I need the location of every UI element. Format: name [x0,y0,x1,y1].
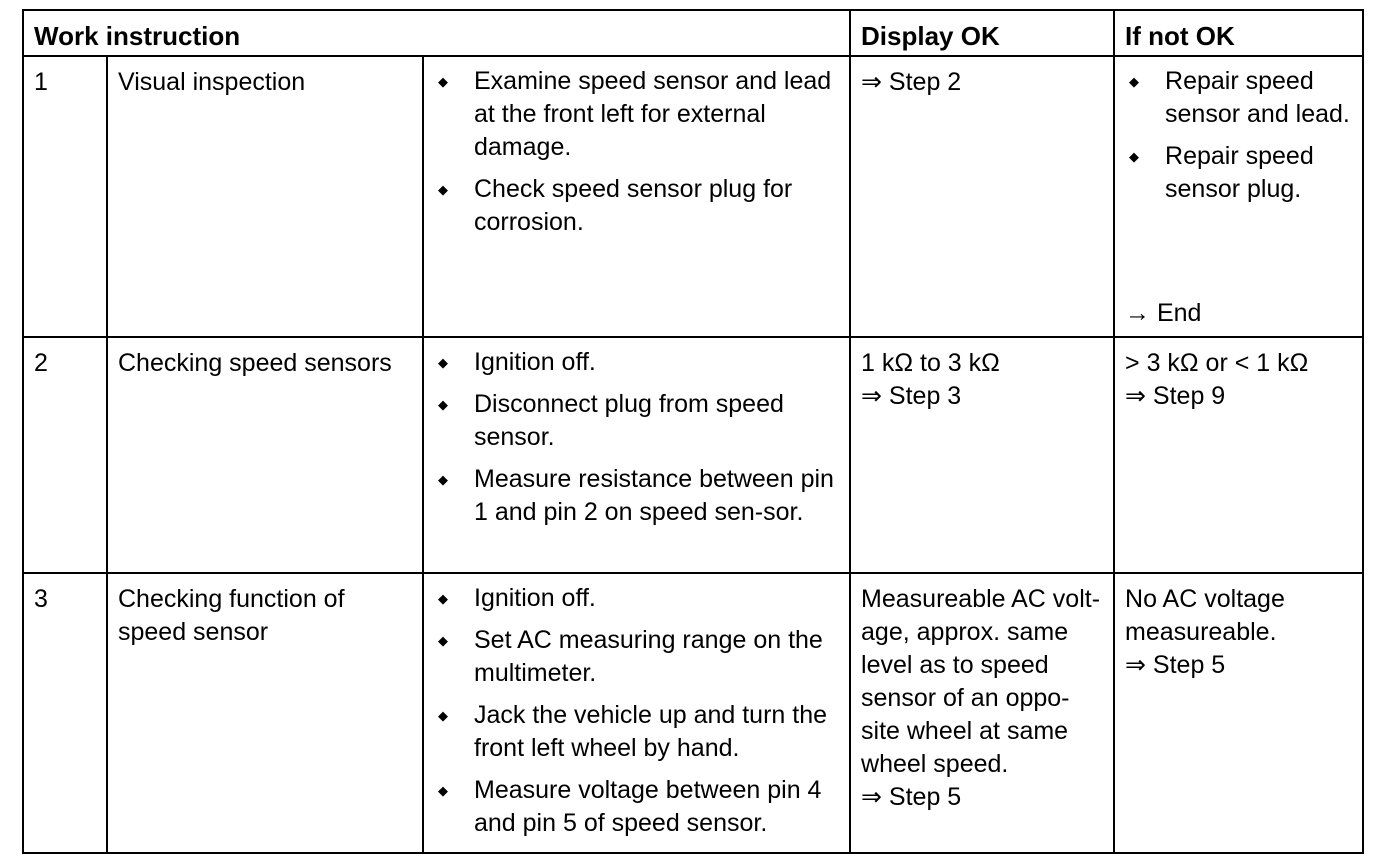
step-number: 3 [34,585,48,613]
display-ok-line: 1 kΩ to 3 kΩ [861,349,1000,377]
if-not-ok-cell [1114,56,1363,337]
if-not-ok-text [1115,338,1362,413]
step-title: Visual inspection [118,68,306,96]
list-item: ◆ Disconnect plug from speed sensor. [438,388,841,454]
display-ok-text [851,574,1113,814]
step-title-cell [107,56,423,337]
step-title: Checking speed sensors [118,349,392,377]
list-item: ◆ Check speed sensor plug for corrosion. [438,173,841,239]
display-ok-text [851,338,1113,413]
step-instructions-cell [423,56,850,337]
display-ok-line: Measureable AC volt-age, approx. same level as to speed sensor of an oppo-site wheel at same wheel speed. [861,585,1101,778]
work-instruction-table [22,9,1364,854]
list-item: ◆ Repair speed sensor plug. [1129,140,1354,206]
if-not-ok-line: ⇒ Step 9 [1125,382,1226,410]
step-number-cell [23,56,107,337]
display-ok-cell [850,337,1114,573]
step-title: Checking function of speed sensor [118,585,345,646]
if-not-ok-text [1115,574,1362,682]
step-instructions-cell [423,337,850,573]
display-ok-line: ⇒ Step 2 [861,68,962,96]
display-ok-cell [850,56,1114,337]
list-item: ◆ Measure resistance between pin 1 and pin 2 on speed sen-sor. [438,463,841,529]
display-ok-line: ⇒ Step 3 [861,382,962,410]
end-note: → End [1125,299,1202,327]
header-display-ok: Display OK [850,10,1114,56]
instruction-list [424,574,849,840]
display-ok-line: ⇒ Step 5 [861,783,962,811]
step-number-cell [23,573,107,853]
if-not-ok-line: No AC voltage measureable. [1125,585,1285,646]
work-instruction-sheet [22,9,1362,854]
table-row [23,56,1363,337]
display-ok-cell [850,573,1114,853]
list-item: ◆ Repair speed sensor and lead. [1129,65,1354,131]
instruction-list [424,338,849,529]
if-not-ok-cell [1114,337,1363,573]
list-item: ◆ Jack the vehicle up and turn the front left wheel by hand. [438,699,841,765]
step-number: 2 [34,349,48,377]
list-item: ◆ Examine speed sensor and lead at the front left for external damage. [438,65,841,164]
list-item: ◆ Ignition off. [438,346,841,379]
step-title-cell [107,573,423,853]
header-work-instruction: Work instruction [23,10,850,56]
table-row [23,337,1363,573]
if-not-ok-line: > 3 kΩ or < 1 kΩ [1125,349,1309,377]
list-item: ◆ Set AC measuring range on the multimeter. [438,624,841,690]
step-instructions-cell [423,573,850,853]
list-item: ◆ Measure voltage between pin 4 and pin 5 of speed sensor. [438,774,841,840]
step-number-cell [23,337,107,573]
if-not-ok-line: ⇒ Step 5 [1125,651,1226,679]
list-item: ◆ Ignition off. [438,582,841,615]
header-row [23,10,1363,56]
instruction-list [424,57,849,239]
remedy-list [1115,57,1362,206]
header-if-not-ok: If not OK [1114,10,1363,56]
step-number: 1 [34,68,48,96]
if-not-ok-cell [1114,573,1363,853]
step-title-cell [107,337,423,573]
display-ok-text [851,57,1113,99]
table-row [23,573,1363,853]
